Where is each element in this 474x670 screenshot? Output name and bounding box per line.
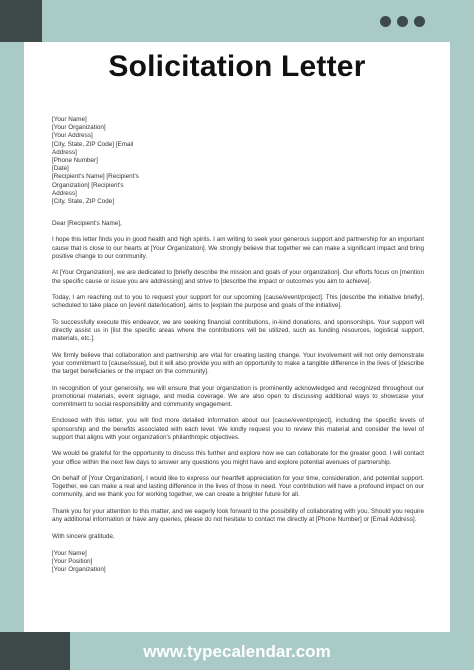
paragraph: At [Your Organization], we are dedicated to [briefly describe the mission and goals of your organization]. Our efforts focus on [mention the specific cause or issue you are addressing] and strive to [describe the impact or outcomes you aim to achieve].: [52, 269, 424, 285]
address-line: [Phone Number]: [52, 157, 98, 165]
address-block: [52, 116, 424, 206]
address-line: Address]: [52, 148, 77, 156]
address-line: Organization] [Recipient's: [52, 181, 124, 189]
paragraph: We firmly believe that collaboration and partnership are vital for creating lasting change. Your involvement will not only demonstrate your commitment to [cause/issue], but it will also provide you with an opportunity to make a tangible difference in the lives of [describe the target beneficiaries or the impact on the community].: [52, 351, 424, 376]
address-line: [Your Organization]: [52, 124, 106, 132]
signature-line: [Your Name]: [52, 549, 87, 557]
top-corner-block: [0, 0, 42, 42]
address-line: [Your Address]: [52, 132, 93, 140]
paragraph: To successfully execute this endeavor, we are seeking financial contributions, in-kind donations, and sponsorships. Your support will directly assist us in [list the specific areas where the contributions will be utilized, such as funding resources, logistical support, materials, etc.].: [52, 318, 424, 343]
address-line: [City, State, ZIP Code] [Email: [52, 140, 134, 148]
address-line: [City, State, ZIP Code]: [52, 198, 115, 206]
signature-line: [Your Position]: [52, 558, 93, 566]
closing: With sincere gratitude,: [52, 532, 115, 540]
footer-band: [0, 632, 474, 670]
address-line: [Recipient's Name] [Recipient's: [52, 173, 139, 181]
paragraph: On behalf of [Your Organization], I would like to express our heartfelt appreciation for your time, consideration, and potential support. Together, we can make a real and lasting difference in the lives of those in need. Your contribution will have a profound impact on our community, and we thank you for working together, we can create a brighter future for all.: [52, 475, 424, 499]
left-border: [0, 42, 24, 632]
salutation: Dear [Recipient's Name],: [52, 220, 122, 228]
paragraph: We would be grateful for the opportunity to discuss this further and explore how we can collaborate for the greater good. I will contact your office within the next few days to answer any questions you might have and explore potential avenues of partnership.: [52, 450, 424, 466]
paragraph: Today, I am reaching out to you to request your support for our upcoming [cause/event/project]. This [describe the initiative briefly], scheduled to take place on [event date/location], aims to [explain the purpose and goals of the initiative].: [52, 294, 424, 310]
right-border: [450, 42, 474, 632]
signature-line: [Your Organization]: [52, 566, 106, 574]
dot-icon: [397, 16, 408, 27]
address-line: Address]: [52, 189, 77, 197]
signature-block: [52, 550, 424, 575]
dot-icon: [414, 16, 425, 27]
address-line: [Your Name]: [52, 116, 87, 123]
paragraph: Thank you for your attention to this matter, and we eagerly look forward to the possibility of collaborating with you. Should you require any additional information or have any queries, please do not hesitate to contact me directly at [Phone Number] or [Email Address].: [52, 507, 424, 524]
dot-icon: [380, 16, 391, 27]
paragraph: Enclosed with this letter, you will find more detailed information about our [cause/event/project], including the specific levels of sponsorship and the benefits associated with each level. We kindly request you to review this material and consider the level of support that aligns with your organization's philanthropic objectives.: [52, 417, 424, 441]
letter-body: [52, 116, 424, 575]
dots-menu-icon: [380, 16, 425, 27]
paragraph: I hope this letter finds you in good health and high spirits. I am writing to seek your generous support and partnership for an important cause that is close to our hearts at [Your Organization]. We strongly believe that together we can make a significant impact and bring positive change to our community.: [52, 236, 424, 260]
letter-page: [24, 42, 450, 632]
paragraph: In recognition of your generosity, we will ensure that your organization is prominently acknowledged and recognized throughout our promotional materials, event signage, and media coverage. We are also open to discussing additional ways to showcase your commitment to social responsibility and community engagement.: [52, 384, 424, 408]
footer-url-link[interactable]: www.typecalendar.com: [143, 642, 331, 661]
address-line: [Date]: [52, 165, 69, 173]
page-title: Solicitation Letter: [108, 50, 366, 83]
